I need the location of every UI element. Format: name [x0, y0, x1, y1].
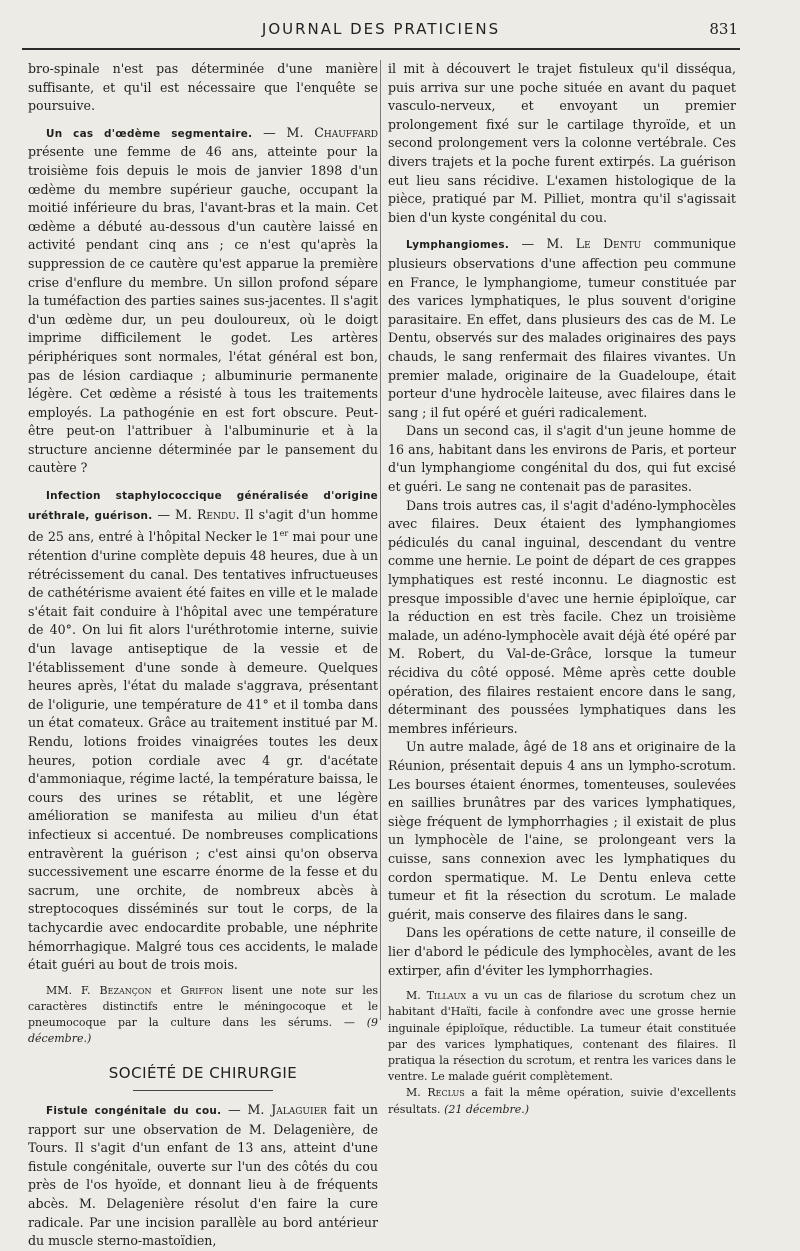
author-name: Jalaguier — [271, 1102, 327, 1118]
author-name: Griffon — [180, 983, 224, 997]
author-name: Bezançon — [99, 983, 152, 997]
journal-title: JOURNAL DES PRATICIENS — [261, 20, 501, 38]
note-tillaux — [388, 988, 736, 1085]
article-fistule — [28, 1101, 378, 1251]
spacer — [388, 980, 736, 988]
page-header — [22, 20, 740, 50]
author-name: Chauffard — [314, 124, 378, 140]
paragraph-second-case: Dans un second cas, il s'agit d'un jeune homme de 16 ans, habitant dans les environs de Paris, et porteur d'un lymphangiome congénital du dos, qui fut excisé et guéri. Le sang ne contenait pas de parasites. — [388, 423, 736, 495]
dash: — M. — [152, 506, 197, 522]
conjunction: et — [151, 983, 181, 997]
spacer — [28, 975, 378, 983]
note-prefix: M. — [406, 1086, 428, 1100]
session-date: (9 décembre.) — [28, 1016, 378, 1046]
paragraph-three-cases: Dans trois autres cas, il s'agit d'adéno-lymphocèles avec filaires. Deux étaient des lymphangiomes pédiculés du canal inguinal, descendant du ventre comme une hernie. Le point de départ de ces grappes lymphatiques est resté inconnu. Le diagnostic est presque impossible d'avec une hernie épiploïque, car la réduction en est très facile. Chez un troisième malade, un adéno-lymphocèle avait déjà été opéré par M. Robert, du Val-de-Grâce, lorsque la tumeur récidiva du côté opposé. Même après cette double opération, des filaires restaient encore dans le sang, déterminant des poussées lymphatiques dans les membres inférieurs. — [388, 497, 736, 736]
author-name: Tillaux — [426, 989, 467, 1003]
spacer — [388, 227, 736, 235]
author-name: Rendu — [196, 506, 236, 522]
left-column — [28, 60, 378, 1251]
dash: — M. — [221, 1102, 272, 1118]
column-divider — [380, 60, 381, 1020]
author-name: Le Dentu — [575, 236, 642, 252]
note-prefix: MM. F. — [46, 983, 100, 997]
superscript: er — [279, 529, 289, 539]
article-heading: Lymphangiomes. — [406, 239, 510, 252]
article-text: fait un rapport sur une observation de M. Delagenière, de Tours. Il s'agit d'un enfant de 13 ans, atteint d'une fistule congénitale, ouverte sur l'un des côtés du cou près de l'os hyoïde, et donnant lieu à de fréquents abcès. M. Delagenière résolut d'en faire la cure radicale. Par une incision parallèle au bord antérieur du muscle sterno-mastoïdien, — [28, 1102, 378, 1249]
author-name: Reclus — [427, 1086, 465, 1100]
note-prefix: M. — [406, 989, 427, 1003]
note-text: a vu un cas de filariose du scrotum chez un habitant d'Haïti, facile à confondre avec une grosse hernie inguinale épiploïque, réductible. La tumeur était constituée par des varices lymphatiques, contenant des filaires. Il pratiqua la résection du scrotum, et rentra les varices dans le ventre. Le malade guérit complètement. — [388, 989, 736, 1084]
note-text: a fait la même opération, suivie d'excellents résultats. — [388, 1086, 736, 1116]
paragraph-reunion-case: Un autre malade, âgé de 18 ans et originaire de la Réunion, présentait depuis 4 ans un lympho-scrotum. Les bourses étaient énormes, tomenteuses, soulevées en saillies brunâtres par des varices lymphatiques, siège fréquent de lymphorrhagies ; il existait de plus un lymphocèle de l'aine, se prolongeant vers la cuisse, sans connexion avec les lymphatiques du cordon spermatique. M. Le Dentu enleva cette tumeur et fit la résection du scrotum. Le malade guérit, mais conserve des filaires dans le sang. — [388, 739, 736, 922]
article-heading: Fistule congénitale du cou. — [46, 1105, 222, 1118]
note-reclus — [388, 1085, 736, 1117]
article-lymphangiomes — [388, 235, 736, 422]
note-bezancon-griffon — [28, 983, 378, 1048]
session-date: (21 décembre.) — [444, 1102, 530, 1116]
article-text: . Il s'agit d'un homme de 25 ans, entré à l'hôpital Necker le 1 — [28, 506, 378, 545]
article-text: présente une femme de 46 ans, atteinte pour la troisième fois depuis le mois de janvier 1898 d'un œdème du membre supérieur gauche, occupant la moitié inférieure du bras, l'avant-bras et la main. Cet œdème a débuté au-dessous d'un cautère laissé en activité pendant cinq ans ; ce n'est qu'après la suppression de ce cautère qu'est apparue la première crise d'enflure du membre. Un sillon profond sépare la tuméfaction des parties saines sus-jacentes. Il s'agit d'un œdème dur, un peu douloureux, où le doigt imprime difficilement le godet. Les artères périphériques sont normales, l'état général est bon, pas de lésion cardiaque ; albuminurie permanente légère. Cet œdème a résisté à tous les traitements employés. La pathogénie en est fort obscure. Peut-être peut-on l'attribuer à l'albuminurie et à la structure ancienne déterminée par le pansement du cautère ? — [28, 144, 378, 476]
article-oedeme — [28, 124, 378, 478]
section-title: SOCIÉTÉ DE CHIRURGIE — [108, 1063, 298, 1082]
paragraph-advice: Dans les opérations de cette nature, il conseille de lier d'abord le pédicule des lymphocèles, avant de les extirper, afin d'éviter les lymphorrhagies. — [388, 925, 736, 978]
spacer — [28, 116, 378, 124]
dash: — M. — [509, 236, 576, 252]
dash: — M. — [252, 124, 315, 140]
page-number: 831 — [709, 20, 738, 38]
paragraph-intro: bro-spinale n'est pas déterminée d'une manière suffisante, et qu'il est nécessaire que l'enquête se poursuive. — [28, 61, 378, 114]
note-text: lisent une note sur les caractères distinctifs entre le méningocoque et le pneumocoque par la culture dans les sérums. — — [28, 983, 378, 1030]
spacer — [28, 478, 378, 486]
article-heading: Infection staphylococcique généralisée d'origine uréthrale, guérison. — [28, 490, 378, 522]
section-underline — [133, 1090, 273, 1091]
article-text: mai pour une rétention d'urine complète depuis 48 heures, due à un rétrécissement du canal. Des tentatives infructueuses de cathétérisme avaient été faites en ville et le malade s'était fait conduire à l'hôpital avec une température de 40°. On lui fit alors l'uréthrotomie interne, suivie d'un lavage antiseptique de la vessie et de l'établissement d'une sonde à demeure. Quelques heures après, l'état du malade s'aggrava, présentant de l'oligurie, une température de 41° et il tomba dans un état comateux. Grâce au traitement institué par M. Rendu, lotions froides vinaigrées toutes les deux heures, potion cordiale avec 4 gr. d'acétate d'ammoniaque, régime lacté, la température baissa, le cours des urines se rétablit, et une légère amélioration se manifesta au milieu d'un état infectieux si accentué. De nombreuses complications entravèrent la guérison ; c'est ainsi qu'on observa successivement une escarre énorme de la fesse et du sacrum, une orchite, de nombreux abcès à streptocoques disséminés sur tout le corps, de la tachycardie avec endocardite probable, une néphrite hémorrhagique. Malgré tous ces accidents, le malade était guéri au bout de trois mois. — [28, 529, 379, 973]
article-text: communique plusieurs observations d'une affection peu commune en France, le lymphangiome, tumeur constituée par des varices lymphatiques, le plus souvent d'origine parasitaire. En effet, dans plusieurs des cas de M. Le Dentu, observés sur des malades originaires des pays chauds, le sang renfermait des filaires vivantes. Un premier malade, originaire de la Guadeloupe, était porteur d'une hydrocèle laiteuse, avec filaires dans le sang ; il fut opéré et guéri radicalement. — [388, 236, 736, 420]
right-column — [388, 60, 736, 1118]
article-heading: Un cas d'œdème segmentaire. — [46, 127, 253, 140]
article-infection — [28, 486, 378, 975]
paragraph-continuation: il mit à découvert le trajet fistuleux qu'il disséqua, puis arriva sur une poche située en avant du paquet vasculo-nerveux, et envoyant un premier prolongement fixé sur le cartilage thyroïde, et un second prolongement vers la colonne vertébrale. Ces divers trajets et la poche furent extirpés. La guérison eut lieu sans récidive. L'examen histologique de la pièce, pratiqué par M. Pilliet, montra qu'il s'agissait bien d'un kyste congénital du cou. — [388, 61, 736, 225]
